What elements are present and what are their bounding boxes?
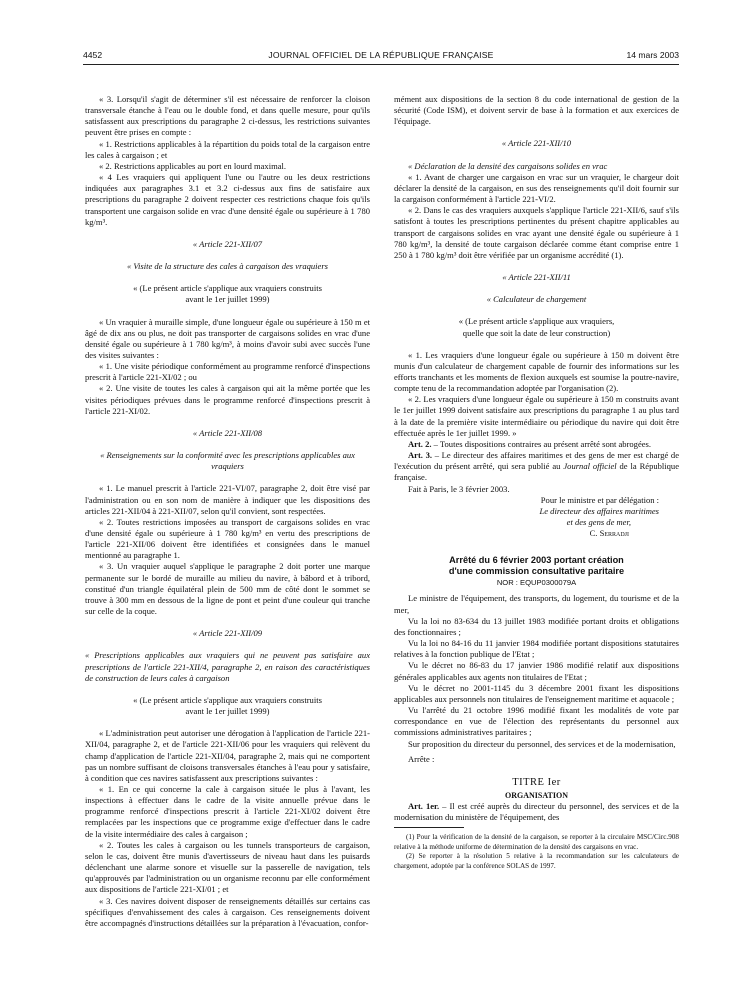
paragraph: « 3. Un vraquier auquel s'applique le paragraphe 2 doit porter une marque permanente sur le bordé de muraille au milieu du navire, à bâbord et à tribord, constitué d'un triangle équilatéral plein de 500 mm de côté dont le sommet se trouve à 300 mm en dessous de la ligne de pont et peint d'une couleur qui tranche sur celle de la coque. <box>85 561 370 617</box>
footnote: (2) Se reporter à la résolution 5 relative à la recommandation sur les calculateurs de chargement, adoptée par la conférence SOLAS de 1997. <box>394 852 679 871</box>
signature-line: et des gens de mer, <box>566 517 631 527</box>
decree-title: d'une commission consultative paritaire <box>448 566 625 577</box>
paragraph: « 2. Restrictions applicables au port en lourd maximal. <box>99 160 287 171</box>
right-column <box>394 94 679 872</box>
article-scope: avant le 1er juillet 1999) <box>185 706 270 717</box>
signature-line: Le directeur des affaires maritimes <box>539 505 659 516</box>
article-heading: « Article 221-XII/10 <box>501 138 572 149</box>
article-text: – Le directeur des affaires maritimes et des gens de mer est chargé de l'exécution du présent arrêté, qui sera publié au <box>394 450 680 472</box>
footnote: (1) Pour la vérification de la densité de la cargaison, se reporter à la circulaire MSC/Circ.908 relative à la méthode uniforme de détermination de la densité des cargaisons en vrac. <box>394 833 679 851</box>
paragraph: Vu le décret no 2001-1145 du 3 décembre 2001 fixant les dispositions applicables aux personnels non titulaires de l'enseignement maritime et aquacole ; <box>394 682 679 704</box>
article-2 <box>394 439 679 450</box>
paragraph: « Un vraquier à muraille simple, d'une longueur égale ou supérieure à 150 m et âgé de dix ans ou plus, ne doit pas transporter de cargaisons solides en vrac d'une densité égale ou supérieure à 1 780 kg/m³, à moins d'avoir subi avec succès l'une des visites suivantes : <box>85 316 370 360</box>
paragraph: « 2. Toutes restrictions imposées au transport de cargaisons solides en vrac d'une densité égale ou supérieure à 1 780 kg/m³ en vertu des prescriptions de l'article 221-XII/06 doivent être identifiées et consignées dans le manuel mentionné au paragraphe 1. <box>85 516 370 561</box>
paragraph: « L'administration peut autoriser une dérogation à l'application de l'article 221-XII/04, paragraphe 2, et de l'article 221-XII/06 pour les vraquiers qui relèvent du champ d'application de l'article 221-XII/04, paragraphe 2, mais qui ne comportent pas un nombre suffisant de cloisons transversales étanches à l'eau pour y satisfaire, à condition que ces navires satisfassent aux prescriptions suivantes : <box>85 728 370 783</box>
article-title: « Calculateur de chargement <box>486 294 587 305</box>
article-heading: « Article 221-XII/11 <box>502 272 571 283</box>
paragraph: Vu la loi no 84-16 du 11 janvier 1984 modifiée portant dispositions statutaires relatives à la fonction publique de l'Etat ; <box>394 638 679 660</box>
article-scope: « (Le présent article s'applique aux vraquiers construits <box>133 283 322 294</box>
paragraph: Le ministre de l'équipement, des transports, du logement, du tourisme et de la mer, <box>394 593 679 615</box>
paragraph: Sur proposition du directeur du personnel, des services et de la modernisation, <box>408 738 676 749</box>
journal-title: JOURNAL OFFICIEL DE LA RÉPUBLIQUE FRANÇAISE <box>268 50 494 60</box>
titre-heading: TITRE Ier <box>512 776 561 788</box>
paragraph: « 4 Les vraquiers qui appliquent l'une ou l'autre ou les deux restrictions indiquées aux paragraphes 3.1 et 3.2 ci-dessus aux fins de satisfaire aux prescriptions du paragraphe 2 doivent respecter ces restrictions chaque fois qu'ils transportent une cargaison solide en vrac d'une densité égale ou supérieure à 1 780 kg/m³. <box>85 172 370 227</box>
left-column <box>85 94 370 929</box>
paragraph: « 1. Les vraquiers d'une longueur égale ou supérieure à 150 m doivent être munis d'un calculateur de chargement capable de fournir des informations sur les efforts tranchants et les moments de flexion auxquels est soumise la poutre-navire, compte tenu de la recommandation adoptée par l'organisation (2). <box>394 349 679 394</box>
article-heading: « Article 221-XII/07 <box>192 238 263 249</box>
paragraph: « 1. Avant de charger une cargaison en vrac sur un vraquier, le chargeur doit déclarer la densité de la cargaison, en sus des renseignements qu'il doit fournir sur la cargaison conformément à l'article 221-VI/2. <box>394 171 679 205</box>
article-heading: « Article 221-XII/09 <box>192 628 263 639</box>
page-number: 4452 <box>83 50 103 60</box>
article-scope: « (Le présent article s'applique aux vraquiers, <box>458 316 615 327</box>
paragraph: « 3. Lorsqu'il s'agit de déterminer s'il est nécessaire de renforcer la cloison transversale étanche à l'eau ou le double fond, et dans quelle mesure, pour qu'ils satisfassent aux prescriptions du paragraphe 2 ci-dessus, les restrictions suivantes peuvent être prises en compte : <box>85 94 370 138</box>
paragraph: « 2. Toutes les cales à cargaison ou les tunnels transporteurs de cargaison, selon le cas, doivent être munis d'avertisseurs de niveau haut dans les puisards déclenchant une alarme sonore et visuelle sur la passerelle de navigation, tels qu'approuvés par l'administration ou un organisme reconnu par elle conformément aux dispositions de l'article 221-XI/01 ; et <box>85 839 370 895</box>
header-rule <box>83 64 679 65</box>
paragraph: « 2. Les vraquiers d'une longueur égale ou supérieure à 150 m construits avant le 1er juillet 1999 doivent satisfaire aux prescriptions du paragraphe 1 au plus tard à la date de la première visite intermédiaire ou périodique du navire qui doit être effectuée après le 1er juillet 1999. » <box>394 394 679 438</box>
section-heading: ORGANISATION <box>505 790 568 800</box>
paragraph: « 3. Ces navires doivent disposer de renseignements détaillés sur certains cas spécifiques d'envahissement des cales à cargaison. Ces renseignements doivent être accompagnés d'instructions détaillées sur la préparation à l'évacuation, confor- <box>85 895 370 928</box>
signature-date: Fait à Paris, le 3 février 2003. <box>408 483 510 494</box>
article-text: – Il est créé auprès du directeur du personnel, des services et de la modernisation du ministère de l'équipement, des <box>394 800 679 823</box>
article-text: de la République française. <box>394 461 679 483</box>
article-text: – Toutes dispositions contraires au présent arrêté sont abrogées. <box>431 438 652 449</box>
page-header <box>83 50 679 64</box>
paragraph: « 1. Une visite périodique conformément au programme renforcé d'inspections prescrit à l'article 221-XI/02 ; ou <box>85 361 370 383</box>
article-label: Art. 3. <box>408 450 433 461</box>
decree-title: Arrêté du 6 février 2003 portant création <box>449 555 624 566</box>
paragraph: Vu le décret no 86-83 du 17 janvier 1986 modifié relatif aux dispositions générales applicables aux agents non titulaires de l'Etat ; <box>394 660 679 682</box>
paragraph: mément aux dispositions de la section 8 du code international de gestion de la sécurité (Code ISM), et doivent servir de base à la formation et aux exercices de l'équipage. <box>394 94 679 127</box>
paragraph: « 1. Restrictions applicables à la répartition du poids total de la cargaison entre les cales à cargaison ; et <box>85 138 370 160</box>
article-label: Art. 2. <box>408 438 432 449</box>
signature-line: Pour le ministre et par délégation : <box>540 494 659 505</box>
article-heading: « Article 221-XII/08 <box>192 427 263 438</box>
paragraph: « 2. Dans le cas des vraquiers auxquels s'applique l'article 221-XII/6, sauf s'ils satisfont à toutes les prescriptions pertinentes du présent chapitre applicables au transport de cargaisons solides en vrac ayant une densité égale ou supérieure à 1 780 kg/m³, la densité de toute cargaison déclarée comme étant comprise entre 1 250 à 1 780 kg/m³ doit être vérifiée par un organisme accrédité (1). <box>394 205 679 260</box>
article-scope: quelle que soit la date de leur construction) <box>462 327 611 338</box>
article-1 <box>394 801 679 823</box>
issue-date: 14 mars 2003 <box>626 50 679 60</box>
arrete-line: Arrête : <box>408 753 435 764</box>
paragraph: Vu l'arrêté du 21 octobre 1996 modifié fixant les modalités de vote par correspondance en vue de l'élection des représentants du personnel aux commissions administratives paritaires ; <box>394 705 679 738</box>
footnote-rule <box>394 827 464 828</box>
paragraph: « 1. Le manuel prescrit à l'article 221-VI/07, paragraphe 2, doit être visé par l'administration ou en son nom de manière à indiquer que les dispositions des articles 221-XII/04 à 221-XII/07, selon qu'il convient, sont respectées. <box>85 483 370 516</box>
article-title: « Prescriptions applicables aux vraquiers qui ne peuvent pas satisfaire aux prescriptions de l'article 221-XII/4, paragraphe 2, en raison des caractéristiques de construction de leurs cales à cargaison <box>85 650 370 683</box>
article-title: « Visite de la structure des cales à cargaison des vraquiers <box>127 261 328 272</box>
article-scope: avant le 1er juillet 1999) <box>185 294 270 305</box>
article-title: « Déclaration de la densité des cargaisons solides en vrac <box>408 160 608 171</box>
nor-reference: NOR : EQUP0300079A <box>496 578 577 588</box>
article-scope: « (Le présent article s'applique aux vraquiers construits <box>133 694 322 705</box>
paragraph: Vu la loi no 83-634 du 13 juillet 1983 modifiée portant droits et obligations des fonctionnaires ; <box>394 615 679 637</box>
article-label: Art. 1er. <box>408 800 440 811</box>
article-3 <box>394 450 679 483</box>
article-title: « Renseignements sur la conformité avec les prescriptions applicables aux vraquiers <box>100 450 355 472</box>
paragraph: « 2. Une visite de toutes les cales à cargaison qui ait la même portée que les visites périodiques prévues dans le programme renforcé d'inspections prescrit à l'article 221-XI/02. <box>85 383 370 416</box>
journal-name: Journal officiel <box>563 461 617 472</box>
signatory-name: C. Serradji <box>589 528 629 539</box>
paragraph: « 1. En ce qui concerne la cale à cargaison située le plus à l'avant, les inspections à effectuer dans le cadre de la visite annuelle prévue dans le programme renforcé d'inspections prescrit à l'article 221-XI/02 doivent être remplacées par les inspections que ce programme exige d'effectuer dans le cadre de la visite intermédiaire des cales à cargaison ; <box>85 783 370 839</box>
